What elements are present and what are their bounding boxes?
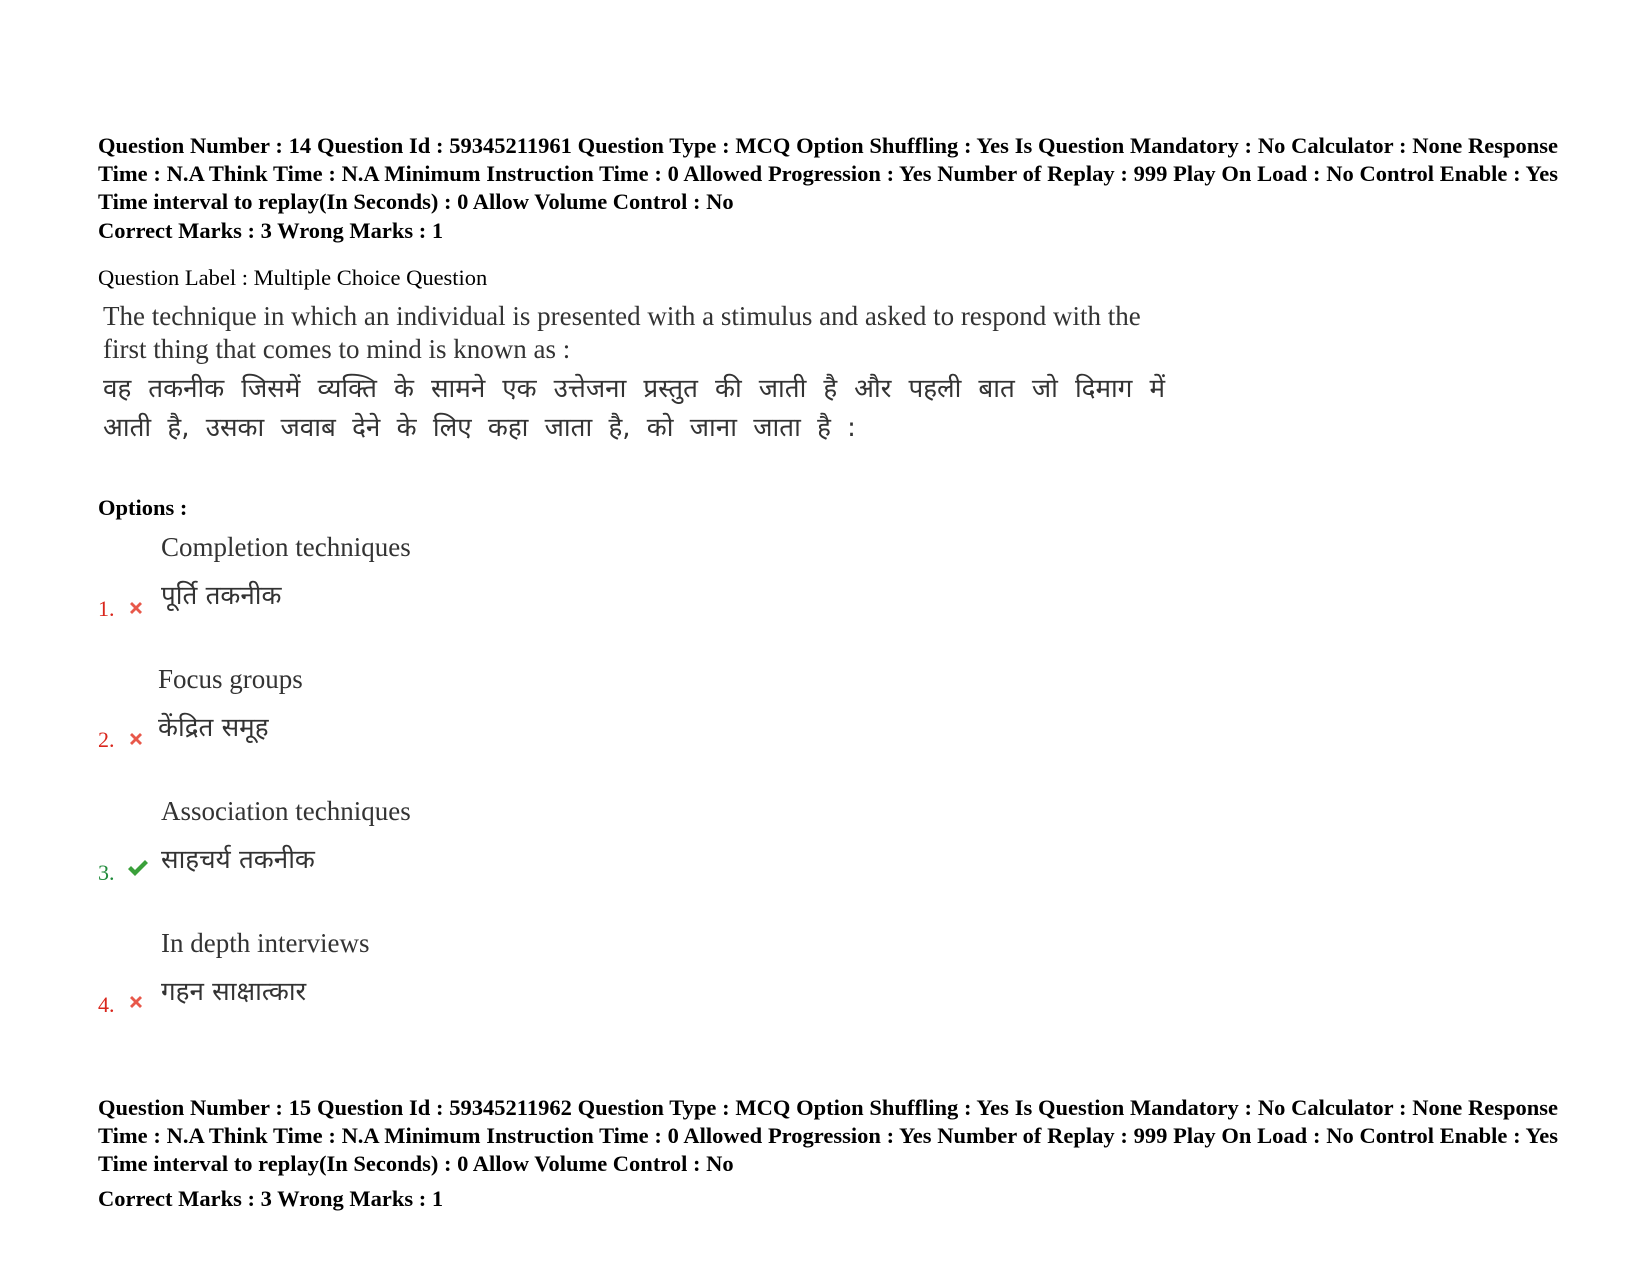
option-4[interactable] bbox=[98, 928, 698, 1038]
option-number: 3. bbox=[98, 860, 115, 885]
options-heading: Options : bbox=[98, 495, 188, 520]
option-2[interactable] bbox=[98, 664, 698, 774]
question-14-text bbox=[103, 300, 1165, 448]
option-label-hindi: पूर्ति तकनीक bbox=[161, 581, 282, 611]
option-number: 2. bbox=[98, 727, 115, 752]
question-14-marks: Correct Marks : 3 Wrong Marks : 1 bbox=[98, 218, 444, 243]
check-icon bbox=[126, 856, 150, 880]
question-15-marks: Correct Marks : 3 Wrong Marks : 1 bbox=[98, 1186, 444, 1211]
cross-icon bbox=[126, 598, 146, 618]
option-label-english: In depth interviews bbox=[161, 928, 370, 958]
option-label-hindi: साहचर्य तकनीक bbox=[161, 845, 315, 875]
option-number: 4. bbox=[98, 992, 115, 1017]
question-15-meta: Question Number : 15 Question Id : 59345211962 Question Type : MCQ Option Shuffling : Yes Is Question Mandatory : No Calculator : None Response Time : N.A Think Time : N.A Minimum Instruction Time : 0 Allowed Progression : Yes Number of Replay : 999 Play On Load : No Control Enable : Yes Time interval to replay(In Seconds) : 0 Allow Volume Control : No bbox=[98, 1095, 1558, 1176]
option-label-english: Completion techniques bbox=[161, 532, 411, 562]
option-3[interactable] bbox=[98, 796, 698, 906]
question-14-label: Question Label : Multiple Choice Question bbox=[98, 265, 488, 290]
option-number: 1. bbox=[98, 596, 115, 621]
option-label-english: Association techniques bbox=[161, 796, 411, 826]
option-label-hindi: केंद्रित समूह bbox=[158, 713, 269, 743]
cross-icon bbox=[126, 729, 146, 749]
question-14-text-hindi: वह तकनीक जिसमें व्यक्ति के सामने एक उत्तेजना प्रस्तुत की जाती है और पहली बात जो दिमाग में आती है, उसका जवाब देने के लिए कहा जाता है, को जाना जाता है : bbox=[103, 374, 1165, 443]
option-label-english: Focus groups bbox=[158, 664, 303, 694]
option-label-hindi: गहन साक्षात्कार bbox=[161, 977, 307, 1007]
cross-icon bbox=[126, 992, 146, 1012]
option-1[interactable] bbox=[98, 532, 698, 642]
question-14-meta: Question Number : 14 Question Id : 59345211961 Question Type : MCQ Option Shuffling : Yes Is Question Mandatory : No Calculator : None Response Time : N.A Think Time : N.A Minimum Instruction Time : 0 Allowed Progression : Yes Number of Replay : 999 Play On Load : No Control Enable : Yes Time interval to replay(In Seconds) : 0 Allow Volume Control : No bbox=[98, 133, 1558, 214]
question-14-text-english: The technique in which an individual is presented with a stimulus and asked to respond with the first thing that comes to mind is known as : bbox=[103, 301, 1141, 364]
